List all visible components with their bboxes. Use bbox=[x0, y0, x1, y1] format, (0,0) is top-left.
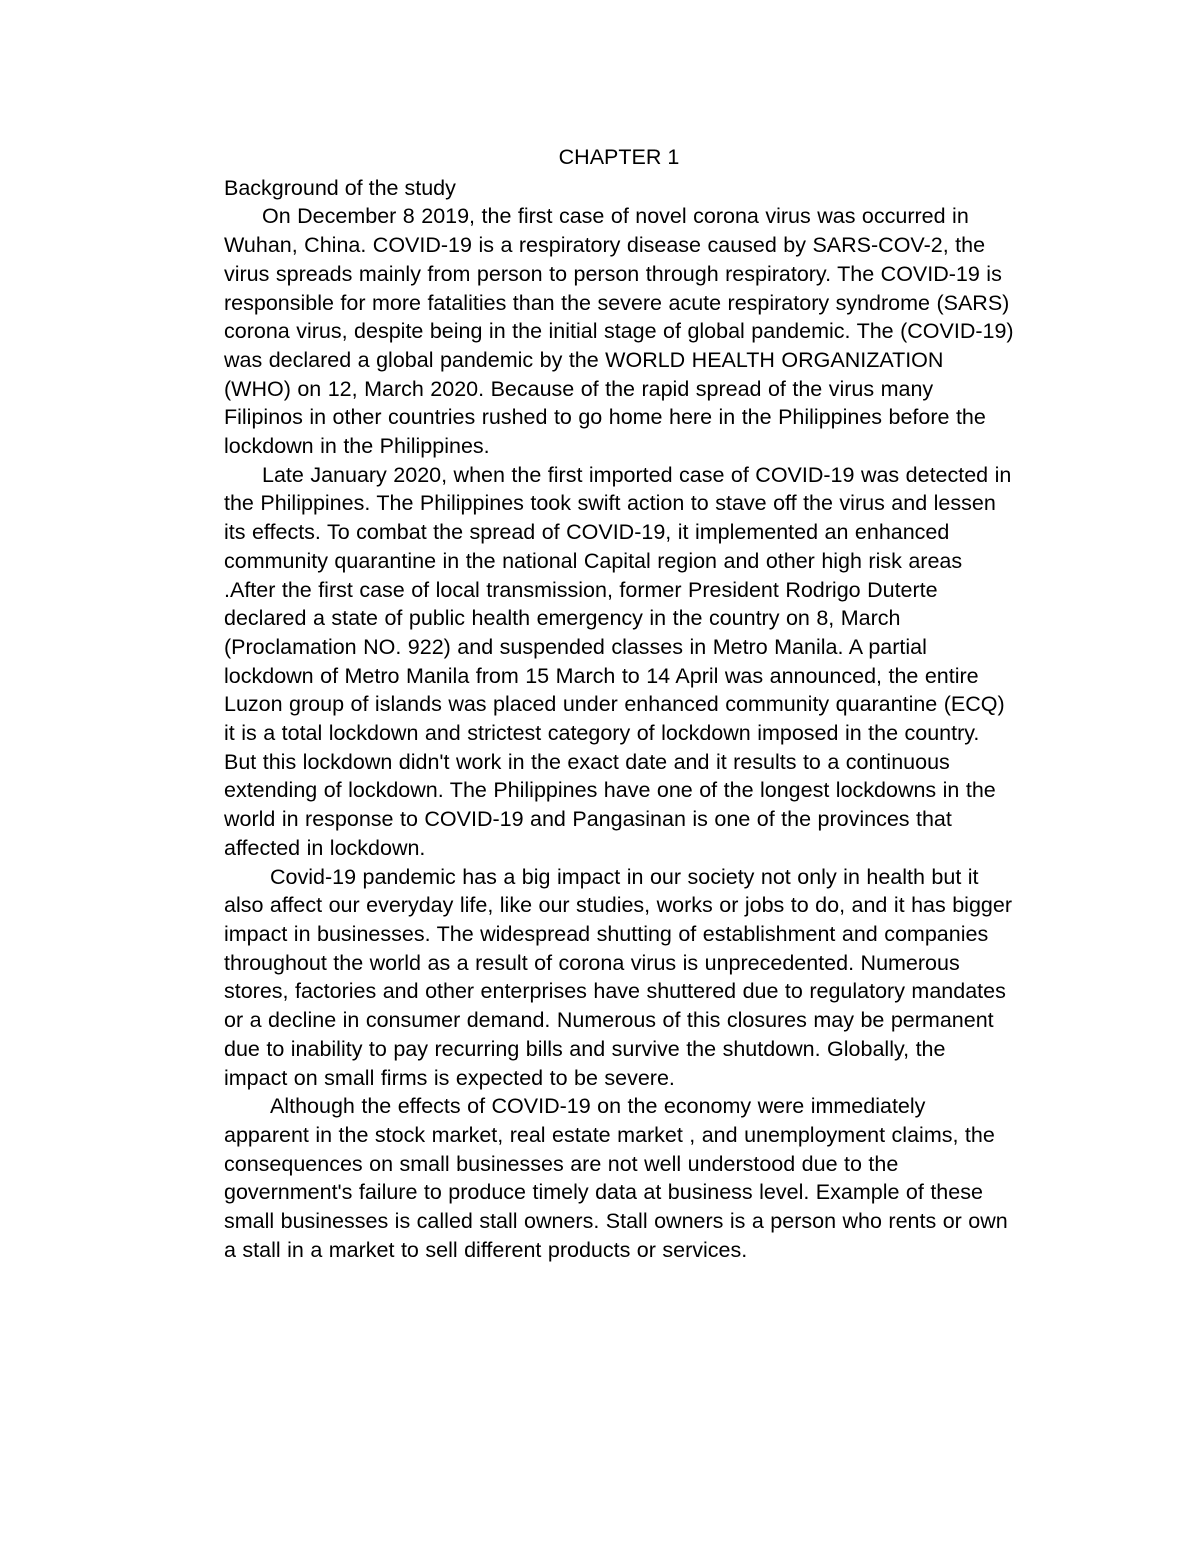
paragraph: Covid-19 pandemic has a big impact in our society not only in health but it also affect our everyday life, like our studies, works or jobs to do, and it has bigger impact in businesses. The widespread shutting of establishment and companies throughout the world as a result of corona virus is unprecedented. Numerous stores, factories and other enterprises have shuttered due to regulatory mandates or a decline in consumer demand. Numerous of this closures may be permanent due to inability to pay recurring bills and survive the shutdown. Globally, the impact on small firms is expected to be severe. bbox=[224, 864, 1012, 1090]
paragraph: On December 8 2019, the first case of novel corona virus was occurred in Wuhan, China. COVID-19 is a respiratory disease caused by SARS-COV-2, the virus spreads mainly from person to person through respiratory. The COVID-19 is responsible for more fatalities than the severe acute respiratory syndrome (SARS) corona virus, despite being in the initial stage of global pandemic. The (COVID-19) was declared a global pandemic by the WORLD HEALTH ORGANIZATION (WHO) on 12, March 2020. Because of the rapid spread of the virus many Filipinos in other countries rushed to go home here in the Philippines before the lockdown in the Philippines. bbox=[224, 204, 1014, 459]
section-heading: Background of the study bbox=[224, 175, 456, 200]
paragraph: Late January 2020, when the first imported case of COVID-19 was detected in the Philippines. The Philippines took swift action to stave off the virus and lessen its effects. To combat the spread of COVID-19, it implemented an enhanced community quarantine in the national Capital region and other high risk areas .After the first case of local transmission, former President Rodrigo Duterte declared a state of public health emergency in the country on 8, March (Proclamation NO. 922) and suspended classes in Metro Manila. A partial lockdown of Metro Manila from 15 March to 14 April was announced, the entire Luzon group of islands was placed under enhanced community quarantine (ECQ) it is a total lockdown and strictest category of lockdown imposed in the country. But this lockdown didn't work in the exact date and it results to a continuous extending of lockdown. The Philippines have one of the longest lockdowns in the world in response to COVID-19 and Pangasinan is one of the provinces that affected in lockdown. bbox=[224, 462, 1012, 860]
paragraph: Although the effects of COVID-19 on the economy were immediately apparent in the stock market, real estate market , and unemployment claims, the consequences on small businesses are not well understood due to the government's failure to produce timely data at business level. Example of these small businesses is called stall owners. Stall owners is a person who rents or own a stall in a market to sell different products or services. bbox=[224, 1094, 1008, 1262]
chapter-title: CHAPTER 1 bbox=[558, 145, 680, 169]
document-body bbox=[224, 143, 1014, 1264]
